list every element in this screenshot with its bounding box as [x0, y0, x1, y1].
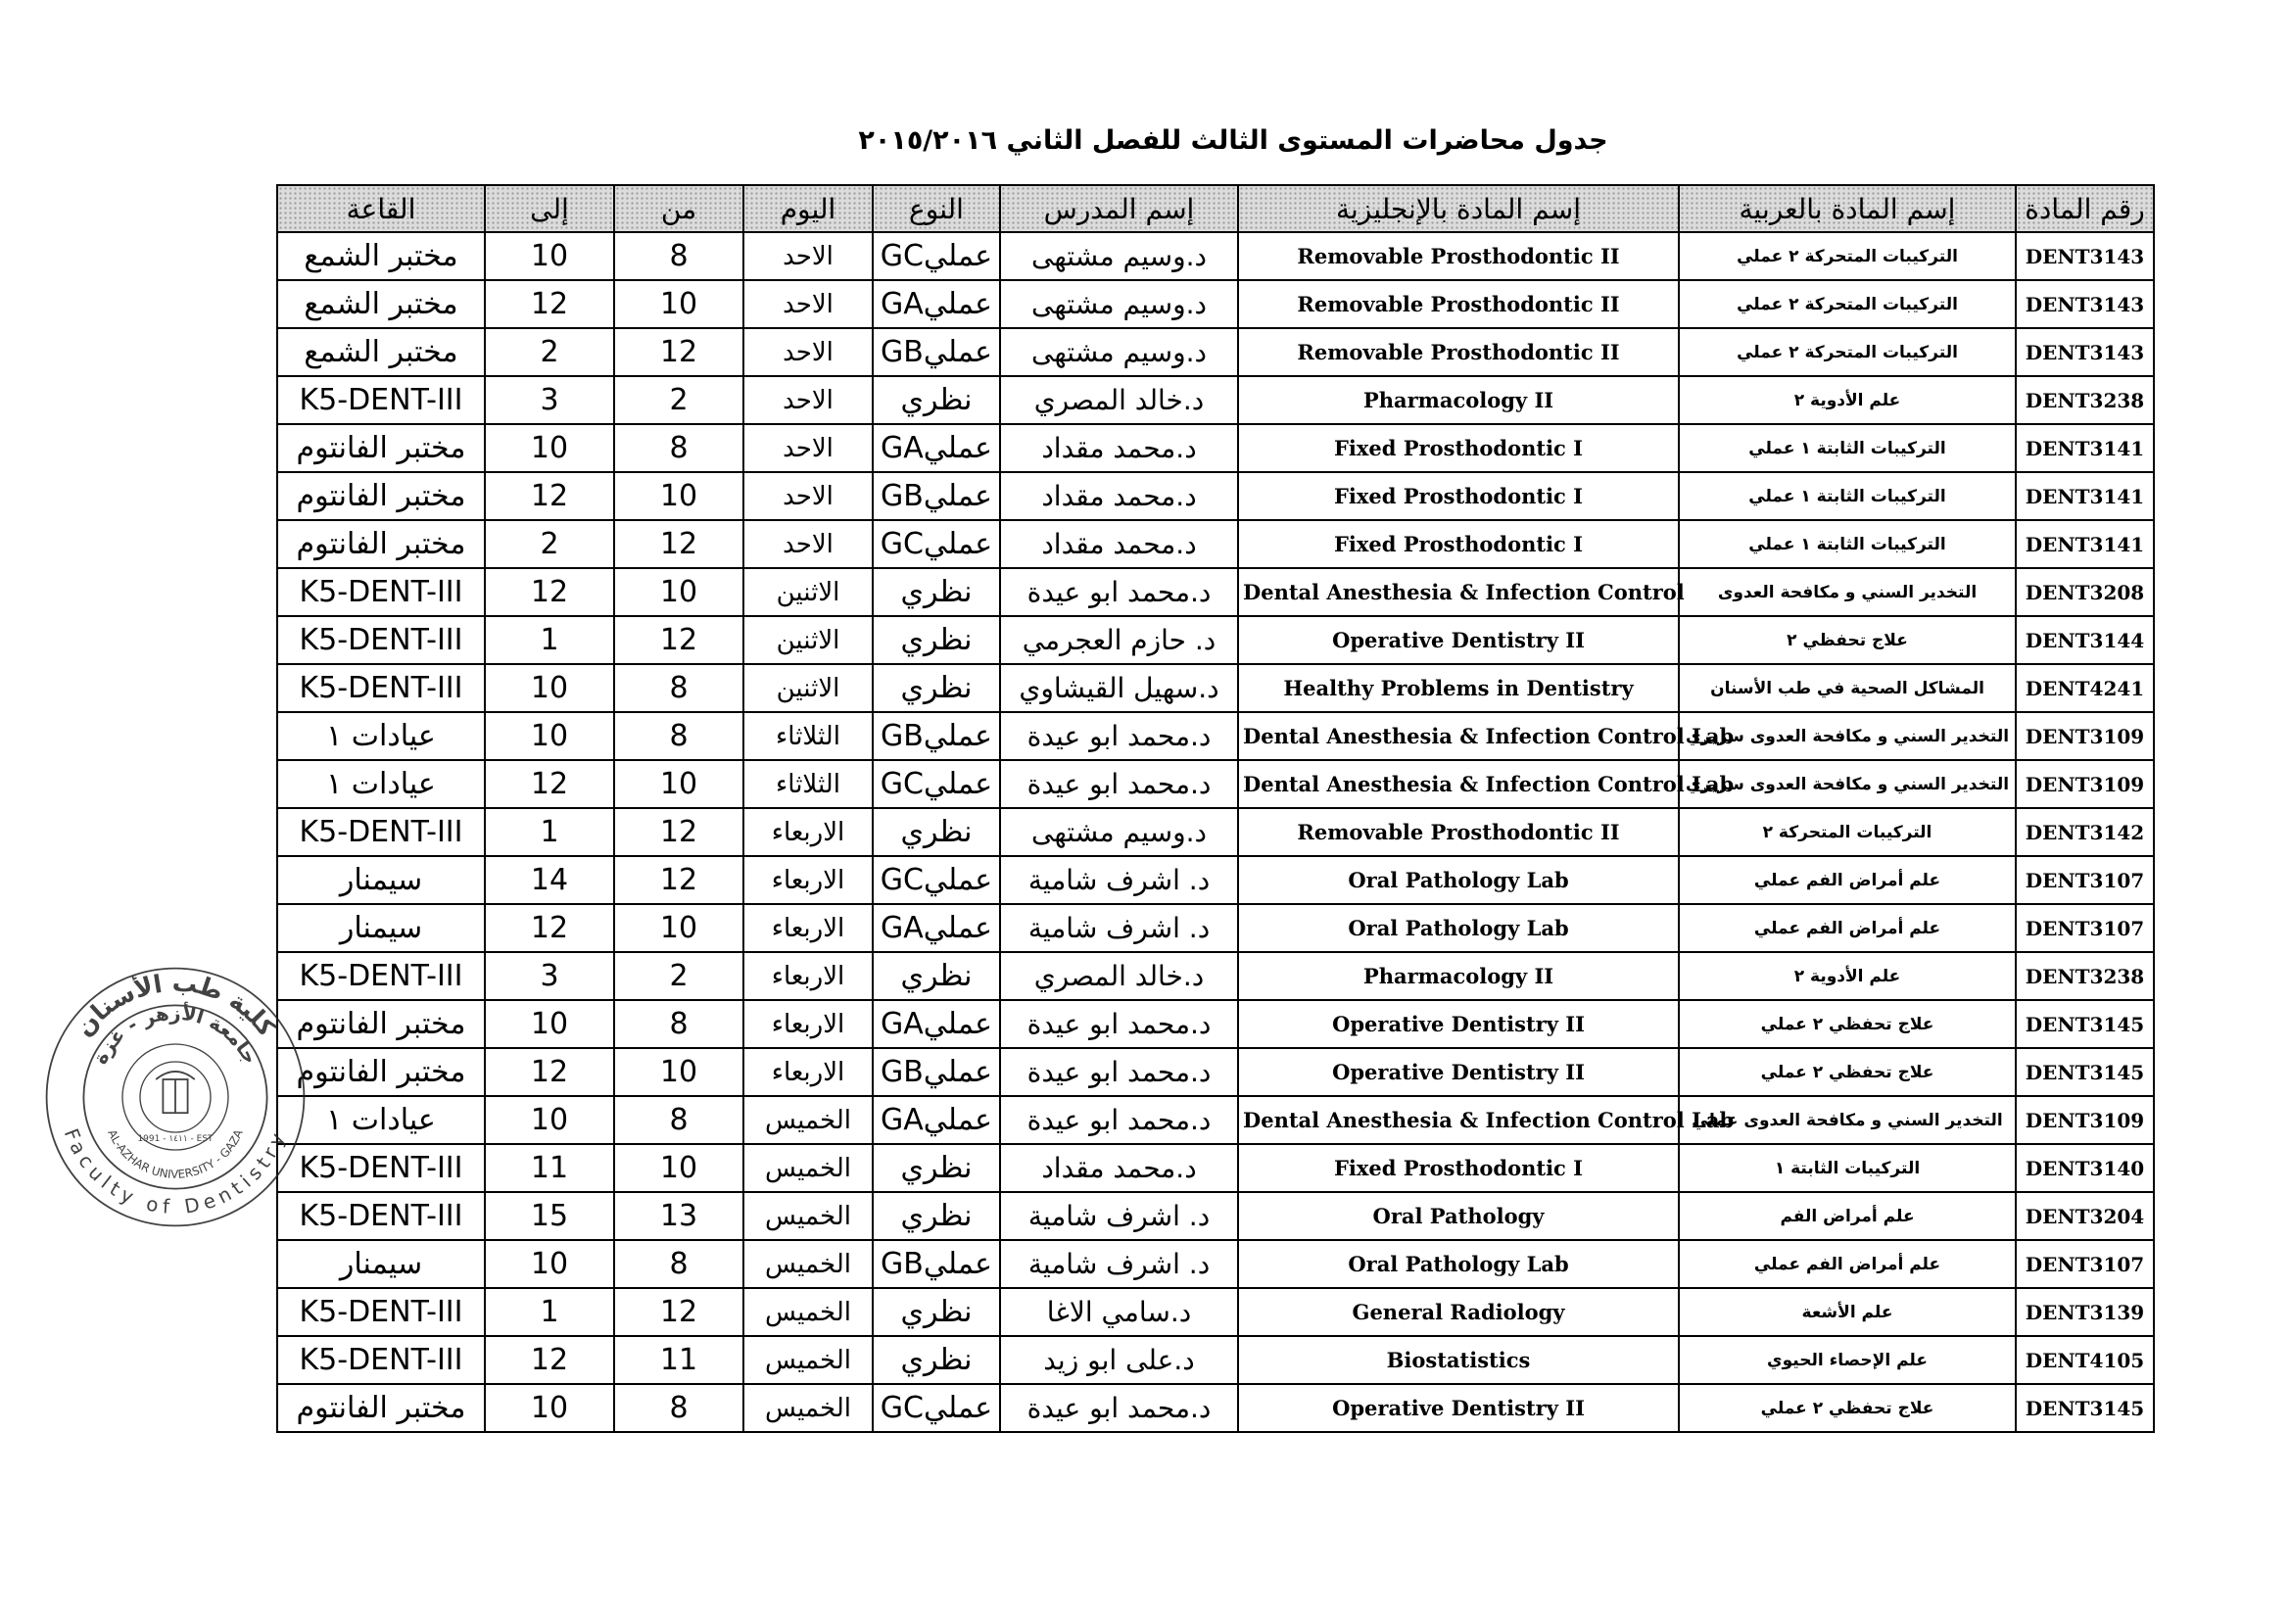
cell-type: نظري — [873, 1336, 1000, 1384]
cell-day: الاحد — [743, 232, 873, 280]
cell-to: 10 — [485, 664, 614, 712]
cell-day: الخميس — [743, 1144, 873, 1192]
cell-arabic-name: علم الأشعة — [1679, 1288, 2016, 1336]
cell-arabic-name: التركيبات المتحركة ٢ — [1679, 808, 2016, 856]
table-row — [277, 1096, 2154, 1144]
cell-type: نظري — [873, 808, 1000, 856]
table-row — [277, 1000, 2154, 1048]
table-row — [277, 1192, 2154, 1240]
cell-type: نظري — [873, 568, 1000, 616]
cell-day: الاربعاء — [743, 808, 873, 856]
cell-teacher: د. اشرف شامية — [1000, 856, 1238, 904]
cell-teacher: د. اشرف شامية — [1000, 1192, 1238, 1240]
cell-day: الخميس — [743, 1336, 873, 1384]
table-row — [277, 1288, 2154, 1336]
cell-type: نظري — [873, 1192, 1000, 1240]
cell-english-name: Removable Prosthodontic II — [1238, 328, 1679, 376]
cell-room: K5-DENT-III — [277, 568, 485, 616]
seal-inner-english: AL-AZHAR UNIVERSITY - GAZA — [105, 1127, 246, 1181]
cell-type: عمليGC — [873, 1384, 1000, 1432]
cell-english-name: Operative Dentistry II — [1238, 616, 1679, 664]
cell-english-name: Dental Anesthesia & Infection Control Lab — [1238, 1096, 1679, 1144]
cell-from: 10 — [614, 760, 743, 808]
lecture-schedule-table — [276, 184, 2155, 1433]
cell-english-name: Fixed Prosthodontic I — [1238, 1144, 1679, 1192]
cell-room: K5-DENT-III — [277, 616, 485, 664]
cell-room: سيمنار — [277, 856, 485, 904]
seal-inner-arabic: جامعة الأزهر - غزة — [88, 1001, 262, 1069]
cell-arabic-name: التخدير السني و مكافحة العدوى سريري — [1679, 712, 2016, 760]
cell-code: DENT3145 — [2016, 1000, 2154, 1048]
cell-code: DENT3238 — [2016, 376, 2154, 424]
cell-teacher: د. اشرف شامية — [1000, 904, 1238, 952]
cell-code: DENT3109 — [2016, 760, 2154, 808]
table-row — [277, 712, 2154, 760]
cell-arabic-name: علم أمراض الفم عملي — [1679, 856, 2016, 904]
cell-code: DENT3143 — [2016, 232, 2154, 280]
cell-code: DENT3143 — [2016, 280, 2154, 328]
table-row — [277, 664, 2154, 712]
university-seal-icon — [43, 965, 308, 1229]
cell-from: 10 — [614, 904, 743, 952]
cell-arabic-name: التركيبات المتحركة ٢ عملي — [1679, 280, 2016, 328]
cell-day: الاربعاء — [743, 952, 873, 1000]
cell-arabic-name: علاج تحفظي ٢ عملي — [1679, 1000, 2016, 1048]
cell-teacher: د.محمد ابو عيدة — [1000, 1000, 1238, 1048]
cell-room: مختبر الفانتوم — [277, 1384, 485, 1432]
cell-english-name: General Radiology — [1238, 1288, 1679, 1336]
cell-english-name: Healthy Problems in Dentistry — [1238, 664, 1679, 712]
cell-day: الخميس — [743, 1288, 873, 1336]
cell-type: نظري — [873, 664, 1000, 712]
cell-english-name: Oral Pathology Lab — [1238, 1240, 1679, 1288]
cell-to: 1 — [485, 808, 614, 856]
cell-day: الثلاثاء — [743, 712, 873, 760]
cell-type: نظري — [873, 1144, 1000, 1192]
table-row — [277, 376, 2154, 424]
cell-to: 11 — [485, 1144, 614, 1192]
cell-to: 2 — [485, 520, 614, 568]
cell-type: عمليGC — [873, 760, 1000, 808]
schedule-body — [277, 232, 2154, 1432]
cell-type: نظري — [873, 616, 1000, 664]
cell-arabic-name: التخدير السني و مكافحة العدوى — [1679, 568, 2016, 616]
cell-day: الخميس — [743, 1096, 873, 1144]
cell-from: 12 — [614, 328, 743, 376]
cell-arabic-name: التركيبات الثابتة ١ عملي — [1679, 472, 2016, 520]
cell-type: عمليGC — [873, 856, 1000, 904]
cell-code: DENT3143 — [2016, 328, 2154, 376]
cell-from: 10 — [614, 280, 743, 328]
cell-teacher: د.محمد ابو عيدة — [1000, 568, 1238, 616]
cell-english-name: Oral Pathology Lab — [1238, 856, 1679, 904]
cell-day: الاثنين — [743, 616, 873, 664]
table-row — [277, 952, 2154, 1000]
cell-code: DENT3141 — [2016, 424, 2154, 472]
cell-room: K5-DENT-III — [277, 1288, 485, 1336]
cell-to: 12 — [485, 904, 614, 952]
seal-outer-arabic: كلية طب الأسنان — [70, 968, 282, 1042]
cell-from: 11 — [614, 1336, 743, 1384]
header-row — [277, 185, 2154, 232]
cell-arabic-name: التركيبات الثابتة ١ عملي — [1679, 424, 2016, 472]
cell-teacher: د.محمد مقداد — [1000, 424, 1238, 472]
header-teacher: إسم المدرس — [1000, 185, 1238, 232]
table-row — [277, 1240, 2154, 1288]
cell-arabic-name: علم الإحصاء الحيوي — [1679, 1336, 2016, 1384]
cell-code: DENT3142 — [2016, 808, 2154, 856]
table-row — [277, 328, 2154, 376]
cell-english-name: Dental Anesthesia & Infection Control Lab — [1238, 760, 1679, 808]
cell-from: 10 — [614, 1144, 743, 1192]
cell-arabic-name: علم الأدوية ٢ — [1679, 376, 2016, 424]
cell-english-name: Removable Prosthodontic II — [1238, 808, 1679, 856]
table-row — [277, 616, 2154, 664]
cell-room: عيادات ١ — [277, 712, 485, 760]
cell-teacher: د. حازم العجرمي — [1000, 616, 1238, 664]
cell-from: 8 — [614, 1384, 743, 1432]
cell-from: 8 — [614, 424, 743, 472]
cell-type: عمليGA — [873, 424, 1000, 472]
cell-teacher: د.محمد ابو عيدة — [1000, 1384, 1238, 1432]
cell-to: 10 — [485, 424, 614, 472]
cell-day: الاحد — [743, 280, 873, 328]
cell-english-name: Fixed Prosthodontic I — [1238, 424, 1679, 472]
cell-teacher: د.محمد ابو عيدة — [1000, 760, 1238, 808]
cell-code: DENT3140 — [2016, 1144, 2154, 1192]
cell-to: 2 — [485, 328, 614, 376]
cell-day: الاحد — [743, 424, 873, 472]
seal-established: 1991 - ١٤١١ - EST — [137, 1134, 214, 1144]
cell-code: DENT3144 — [2016, 616, 2154, 664]
cell-day: الاحد — [743, 328, 873, 376]
cell-from: 12 — [614, 1288, 743, 1336]
cell-english-name: Operative Dentistry II — [1238, 1000, 1679, 1048]
cell-teacher: د.وسيم مشتهى — [1000, 280, 1238, 328]
cell-teacher: د.محمد ابو عيدة — [1000, 1096, 1238, 1144]
cell-to: 15 — [485, 1192, 614, 1240]
cell-from: 2 — [614, 952, 743, 1000]
cell-english-name: Oral Pathology Lab — [1238, 904, 1679, 952]
cell-to: 14 — [485, 856, 614, 904]
cell-day: الاثنين — [743, 568, 873, 616]
cell-type: عمليGA — [873, 280, 1000, 328]
cell-room: مختبر الفانتوم — [277, 424, 485, 472]
cell-room: K5-DENT-III — [277, 1336, 485, 1384]
cell-type: عمليGB — [873, 1240, 1000, 1288]
cell-teacher: د.وسيم مشتهى — [1000, 808, 1238, 856]
header-room: القاعة — [277, 185, 485, 232]
cell-arabic-name: علم أمراض الفم عملي — [1679, 904, 2016, 952]
cell-room: مختبر الشمع — [277, 232, 485, 280]
cell-english-name: Pharmacology II — [1238, 376, 1679, 424]
cell-code: DENT3109 — [2016, 1096, 2154, 1144]
cell-type: عمليGC — [873, 520, 1000, 568]
cell-room: K5-DENT-III — [277, 1192, 485, 1240]
table-row — [277, 520, 2154, 568]
cell-to: 10 — [485, 1240, 614, 1288]
cell-teacher: د.خالد المصري — [1000, 952, 1238, 1000]
cell-code: DENT4105 — [2016, 1336, 2154, 1384]
cell-to: 10 — [485, 1384, 614, 1432]
cell-room: عيادات ١ — [277, 1096, 485, 1144]
cell-teacher: د.محمد مقداد — [1000, 520, 1238, 568]
cell-arabic-name: علم أمراض الفم — [1679, 1192, 2016, 1240]
cell-arabic-name: التخدير السني و مكافحة العدوى عملي — [1679, 1096, 2016, 1144]
table-row — [277, 1144, 2154, 1192]
cell-to: 10 — [485, 1096, 614, 1144]
table-row — [277, 424, 2154, 472]
seal-outer-english: Faculty of Dentistry — [59, 1125, 292, 1218]
cell-english-name: Fixed Prosthodontic I — [1238, 520, 1679, 568]
cell-from: 12 — [614, 808, 743, 856]
cell-type: نظري — [873, 376, 1000, 424]
cell-english-name: Fixed Prosthodontic I — [1238, 472, 1679, 520]
cell-teacher: د.محمد مقداد — [1000, 1144, 1238, 1192]
cell-day: الخميس — [743, 1384, 873, 1432]
cell-day: الخميس — [743, 1192, 873, 1240]
cell-room: K5-DENT-III — [277, 808, 485, 856]
cell-from: 12 — [614, 856, 743, 904]
cell-to: 10 — [485, 232, 614, 280]
cell-day: الاحد — [743, 520, 873, 568]
cell-code: DENT3107 — [2016, 1240, 2154, 1288]
cell-from: 2 — [614, 376, 743, 424]
page-title: جدول محاضرات المستوى الثالث للفصل الثاني ٢٠١٥/٢٠١٦ — [858, 125, 1608, 156]
cell-to: 12 — [485, 280, 614, 328]
cell-arabic-name: التركيبات الثابتة ١ عملي — [1679, 520, 2016, 568]
cell-code: DENT3145 — [2016, 1384, 2154, 1432]
cell-arabic-name: علاج تحفظي ٢ عملي — [1679, 1384, 2016, 1432]
table-row — [277, 808, 2154, 856]
cell-english-name: Removable Prosthodontic II — [1238, 280, 1679, 328]
cell-code: DENT3208 — [2016, 568, 2154, 616]
table-row — [277, 760, 2154, 808]
cell-arabic-name: التركيبات الثابتة ١ — [1679, 1144, 2016, 1192]
cell-code: DENT3107 — [2016, 856, 2154, 904]
cell-english-name: Operative Dentistry II — [1238, 1384, 1679, 1432]
cell-room: مختبر الفانتوم — [277, 472, 485, 520]
cell-english-name: Biostatistics — [1238, 1336, 1679, 1384]
cell-code: DENT3141 — [2016, 520, 2154, 568]
cell-to: 1 — [485, 616, 614, 664]
cell-from: 12 — [614, 616, 743, 664]
cell-to: 1 — [485, 1288, 614, 1336]
cell-teacher: د.سامي الاغا — [1000, 1288, 1238, 1336]
cell-from: 8 — [614, 1000, 743, 1048]
cell-room: مختبر الشمع — [277, 280, 485, 328]
cell-room: K5-DENT-III — [277, 376, 485, 424]
cell-to: 12 — [485, 760, 614, 808]
cell-room: K5-DENT-III — [277, 664, 485, 712]
cell-type: عمليGB — [873, 712, 1000, 760]
cell-arabic-name: علم الأدوية ٢ — [1679, 952, 2016, 1000]
cell-code: DENT3141 — [2016, 472, 2154, 520]
cell-to: 10 — [485, 1000, 614, 1048]
cell-room: K5-DENT-III — [277, 952, 485, 1000]
cell-to: 3 — [485, 376, 614, 424]
table-row — [277, 280, 2154, 328]
cell-room: مختبر الفانتوم — [277, 1048, 485, 1096]
cell-arabic-name: التركيبات المتحركة ٢ عملي — [1679, 328, 2016, 376]
cell-english-name: Pharmacology II — [1238, 952, 1679, 1000]
cell-english-name: Oral Pathology — [1238, 1192, 1679, 1240]
cell-code: DENT3204 — [2016, 1192, 2154, 1240]
cell-from: 12 — [614, 520, 743, 568]
table-row — [277, 1048, 2154, 1096]
cell-teacher: د.وسيم مشتهى — [1000, 328, 1238, 376]
cell-room: عيادات ١ — [277, 760, 485, 808]
cell-teacher: د.خالد المصري — [1000, 376, 1238, 424]
cell-to: 12 — [485, 568, 614, 616]
cell-from: 10 — [614, 568, 743, 616]
cell-room: مختبر الفانتوم — [277, 1000, 485, 1048]
cell-type: نظري — [873, 1288, 1000, 1336]
cell-teacher: د.محمد ابو عيدة — [1000, 1048, 1238, 1096]
cell-room: K5-DENT-III — [277, 1144, 485, 1192]
cell-from: 8 — [614, 712, 743, 760]
cell-code: DENT3139 — [2016, 1288, 2154, 1336]
cell-arabic-name: التركيبات المتحركة ٢ عملي — [1679, 232, 2016, 280]
cell-day: الاربعاء — [743, 856, 873, 904]
header-arabic-name: إسم المادة بالعربية — [1679, 185, 2016, 232]
header-to: إلى — [485, 185, 614, 232]
cell-code: DENT3107 — [2016, 904, 2154, 952]
header-type: النوع — [873, 185, 1000, 232]
cell-code: DENT4241 — [2016, 664, 2154, 712]
cell-type: عمليGB — [873, 1048, 1000, 1096]
table-row — [277, 232, 2154, 280]
header-english-name: إسم المادة بالإنجليزية — [1238, 185, 1679, 232]
cell-english-name: Removable Prosthodontic II — [1238, 232, 1679, 280]
cell-english-name: Dental Anesthesia & Infection Control Lab — [1238, 712, 1679, 760]
cell-type: عمليGB — [873, 472, 1000, 520]
cell-from: 8 — [614, 232, 743, 280]
cell-type: نظري — [873, 952, 1000, 1000]
cell-to: 3 — [485, 952, 614, 1000]
table-row — [277, 568, 2154, 616]
cell-from: 8 — [614, 664, 743, 712]
table-row — [277, 1384, 2154, 1432]
cell-english-name: Dental Anesthesia & Infection Control — [1238, 568, 1679, 616]
cell-from: 8 — [614, 1096, 743, 1144]
cell-teacher: د.محمد مقداد — [1000, 472, 1238, 520]
cell-to: 12 — [485, 472, 614, 520]
cell-to: 12 — [485, 1336, 614, 1384]
cell-type: عمليGC — [873, 232, 1000, 280]
cell-teacher: د.وسيم مشتهى — [1000, 232, 1238, 280]
cell-teacher: د.على ابو زيد — [1000, 1336, 1238, 1384]
table-row — [277, 1336, 2154, 1384]
cell-type: عمليGA — [873, 904, 1000, 952]
cell-code: DENT3145 — [2016, 1048, 2154, 1096]
cell-to: 10 — [485, 712, 614, 760]
cell-arabic-name: التخدير السني و مكافحة العدوى سريري — [1679, 760, 2016, 808]
header-from: من — [614, 185, 743, 232]
cell-arabic-name: علاج تحفظي ٢ عملي — [1679, 1048, 2016, 1096]
cell-teacher: د.محمد ابو عيدة — [1000, 712, 1238, 760]
cell-day: الاحد — [743, 472, 873, 520]
cell-day: الخميس — [743, 1240, 873, 1288]
cell-from: 13 — [614, 1192, 743, 1240]
cell-arabic-name: علم أمراض الفم عملي — [1679, 1240, 2016, 1288]
cell-teacher: د.سهيل القيشاوي — [1000, 664, 1238, 712]
cell-arabic-name: المشاكل الصحية في طب الأسنان — [1679, 664, 2016, 712]
cell-english-name: Operative Dentistry II — [1238, 1048, 1679, 1096]
cell-code: DENT3238 — [2016, 952, 2154, 1000]
table-row — [277, 856, 2154, 904]
cell-to: 12 — [485, 1048, 614, 1096]
cell-teacher: د. اشرف شامية — [1000, 1240, 1238, 1288]
table-row — [277, 472, 2154, 520]
cell-room: مختبر الفانتوم — [277, 520, 485, 568]
cell-from: 10 — [614, 1048, 743, 1096]
cell-room: سيمنار — [277, 904, 485, 952]
cell-day: الاحد — [743, 376, 873, 424]
header-day: اليوم — [743, 185, 873, 232]
cell-code: DENT3109 — [2016, 712, 2154, 760]
cell-day: الاربعاء — [743, 1048, 873, 1096]
cell-type: عمليGA — [873, 1000, 1000, 1048]
cell-day: الثلاثاء — [743, 760, 873, 808]
table-row — [277, 904, 2154, 952]
cell-day: الاربعاء — [743, 1000, 873, 1048]
cell-arabic-name: علاج تحفظي ٢ — [1679, 616, 2016, 664]
cell-from: 8 — [614, 1240, 743, 1288]
cell-from: 10 — [614, 472, 743, 520]
header-code: رقم المادة — [2016, 185, 2154, 232]
cell-day: الاثنين — [743, 664, 873, 712]
cell-type: عمليGA — [873, 1096, 1000, 1144]
cell-room: سيمنار — [277, 1240, 485, 1288]
cell-day: الاربعاء — [743, 904, 873, 952]
cell-room: مختبر الشمع — [277, 328, 485, 376]
cell-type: عمليGB — [873, 328, 1000, 376]
